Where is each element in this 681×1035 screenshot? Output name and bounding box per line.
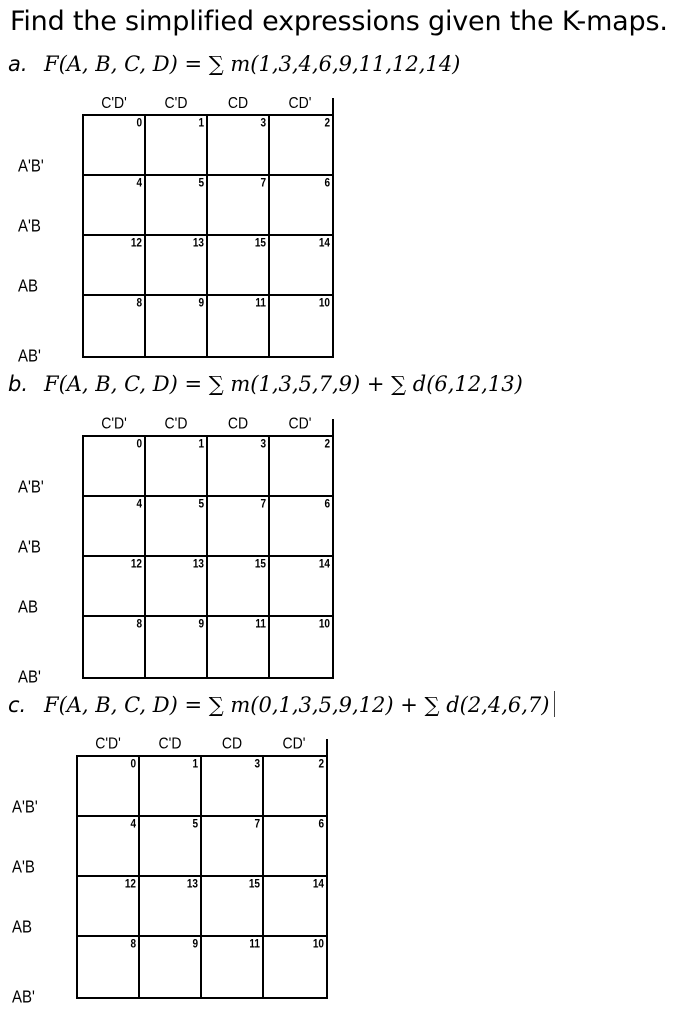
minterm-index: 4 — [130, 817, 136, 832]
kmap-cell — [140, 757, 202, 817]
kmap-cell — [202, 817, 264, 877]
kmap-cell — [140, 817, 202, 877]
kmap-cell — [208, 116, 270, 176]
minterm-index: 6 — [324, 176, 330, 191]
kmap-cell — [208, 176, 270, 236]
problem-c — [8, 691, 555, 717]
minterm-index: 7 — [260, 497, 266, 512]
minterm-index: 11 — [255, 296, 266, 311]
kmap-cell — [202, 757, 264, 817]
minterm-index: 0 — [136, 116, 142, 131]
column-label: CD' — [288, 413, 312, 433]
kmap-cell — [264, 937, 326, 997]
minterm-index: 0 — [136, 437, 142, 452]
text-cursor — [554, 691, 555, 717]
column-label: CD' — [282, 733, 306, 753]
minterm-index: 9 — [198, 296, 204, 311]
minterm-index: 2 — [318, 757, 324, 772]
kmap-cell — [202, 877, 264, 937]
row-label: A'B — [12, 857, 35, 878]
kmap-cell — [270, 557, 332, 617]
kmap-cell — [140, 877, 202, 937]
minterm-index: 1 — [198, 116, 204, 131]
row-label: AB — [18, 276, 39, 297]
kmap-cell — [264, 757, 326, 817]
minterm-index: 8 — [136, 617, 142, 632]
minterm-index: 15 — [248, 877, 260, 892]
kmap-cell — [270, 176, 332, 236]
minterm-index: 1 — [192, 757, 198, 772]
kmap-cell — [140, 937, 202, 997]
row-label: AB' — [18, 667, 41, 688]
minterm-index: 13 — [192, 236, 204, 251]
row-label: AB' — [12, 987, 35, 1008]
minterm-index: 11 — [255, 617, 266, 632]
column-label: C'D — [158, 733, 182, 753]
kmap-cell — [84, 176, 146, 236]
header-tick — [326, 739, 328, 755]
column-label: C'D' — [95, 733, 121, 753]
kmap-a — [18, 94, 378, 394]
minterm-index: 15 — [254, 236, 266, 251]
kmap-cell — [270, 296, 332, 356]
minterm-index: 10 — [318, 617, 330, 632]
minterm-index: 10 — [312, 937, 324, 952]
kmap-grid — [76, 755, 328, 999]
problem-letter: a. — [8, 52, 28, 76]
row-label: AB — [18, 597, 39, 618]
row-label: A'B' — [12, 797, 38, 818]
minterm-index: 6 — [324, 497, 330, 512]
kmap-cell — [146, 437, 208, 497]
kmap-b — [18, 415, 378, 715]
minterm-index: 8 — [136, 296, 142, 311]
kmap-cell — [146, 176, 208, 236]
minterm-index: 0 — [130, 757, 136, 772]
kmap-cell — [84, 557, 146, 617]
minterm-index: 3 — [254, 757, 260, 772]
header-tick — [332, 98, 334, 114]
minterm-index: 10 — [318, 296, 330, 311]
page-title: Find the simplified expressions given the K-maps. — [10, 6, 668, 37]
kmap-c — [12, 735, 372, 1035]
minterm-index: 12 — [130, 236, 142, 251]
problem-letter: c. — [8, 693, 27, 717]
kmap-cell — [270, 617, 332, 677]
kmap-cell — [208, 497, 270, 557]
row-label: A'B — [18, 537, 41, 558]
minterm-index: 2 — [324, 437, 330, 452]
minterm-index: 3 — [260, 116, 266, 131]
column-label: C'D — [164, 92, 188, 112]
problem-b — [8, 372, 523, 396]
problem-expression: F(A, B, C, D) = ∑ m(1,3,4,6,9,11,12,14) — [44, 52, 461, 76]
kmap-cell — [78, 937, 140, 997]
minterm-index: 9 — [198, 617, 204, 632]
problem-expression: F(A, B, C, D) = ∑ m(0,1,3,5,9,12) + ∑ d(2,4,6,7) — [44, 693, 550, 717]
column-label: C'D — [164, 413, 188, 433]
kmap-cell — [264, 817, 326, 877]
minterm-index: 3 — [260, 437, 266, 452]
kmap-cell — [84, 116, 146, 176]
kmap-grid — [82, 114, 334, 358]
kmap-cell — [208, 617, 270, 677]
kmap-cell — [146, 557, 208, 617]
kmap-cell — [146, 116, 208, 176]
row-label: AB — [12, 917, 33, 938]
kmap-cell — [264, 877, 326, 937]
column-label: C'D' — [101, 92, 127, 112]
kmap-cell — [84, 497, 146, 557]
minterm-index: 5 — [198, 176, 204, 191]
problem-letter: b. — [8, 372, 29, 396]
minterm-index: 4 — [136, 497, 142, 512]
kmap-cell — [84, 236, 146, 296]
minterm-index: 14 — [318, 557, 330, 572]
row-label: AB' — [18, 346, 41, 367]
header-tick — [332, 419, 334, 435]
minterm-index: 13 — [186, 877, 198, 892]
kmap-cell — [146, 236, 208, 296]
column-label: CD — [227, 92, 249, 112]
kmap-cell — [84, 617, 146, 677]
minterm-index: 2 — [324, 116, 330, 131]
kmap-cell — [270, 437, 332, 497]
minterm-index: 11 — [249, 937, 260, 952]
problem-a — [8, 52, 460, 76]
kmap-cell — [208, 296, 270, 356]
minterm-index: 5 — [192, 817, 198, 832]
column-label: C'D' — [101, 413, 127, 433]
kmap-cell — [78, 757, 140, 817]
kmap-cell — [84, 296, 146, 356]
minterm-index: 13 — [192, 557, 204, 572]
kmap-cell — [208, 557, 270, 617]
minterm-index: 5 — [198, 497, 204, 512]
minterm-index: 12 — [124, 877, 136, 892]
minterm-index: 1 — [198, 437, 204, 452]
column-label: CD' — [288, 92, 312, 112]
kmap-cell — [270, 116, 332, 176]
problem-expression: F(A, B, C, D) = ∑ m(1,3,5,7,9) + ∑ d(6,12,13) — [44, 372, 523, 396]
minterm-index: 14 — [312, 877, 324, 892]
kmap-cell — [146, 617, 208, 677]
kmap-cell — [202, 937, 264, 997]
kmap-cell — [208, 236, 270, 296]
row-label: A'B' — [18, 477, 44, 498]
minterm-index: 7 — [254, 817, 260, 832]
minterm-index: 14 — [318, 236, 330, 251]
kmap-cell — [78, 877, 140, 937]
kmap-cell — [146, 497, 208, 557]
minterm-index: 12 — [130, 557, 142, 572]
kmap-grid — [82, 435, 334, 679]
kmap-cell — [208, 437, 270, 497]
minterm-index: 9 — [192, 937, 198, 952]
minterm-index: 4 — [136, 176, 142, 191]
column-label: CD — [227, 413, 249, 433]
kmap-cell — [270, 497, 332, 557]
kmap-cell — [78, 817, 140, 877]
kmap-cell — [146, 296, 208, 356]
minterm-index: 6 — [318, 817, 324, 832]
row-label: A'B — [18, 216, 41, 237]
minterm-index: 15 — [254, 557, 266, 572]
row-label: A'B' — [18, 156, 44, 177]
minterm-index: 8 — [130, 937, 136, 952]
kmap-cell — [84, 437, 146, 497]
kmap-cell — [270, 236, 332, 296]
column-label: CD — [221, 733, 243, 753]
minterm-index: 7 — [260, 176, 266, 191]
